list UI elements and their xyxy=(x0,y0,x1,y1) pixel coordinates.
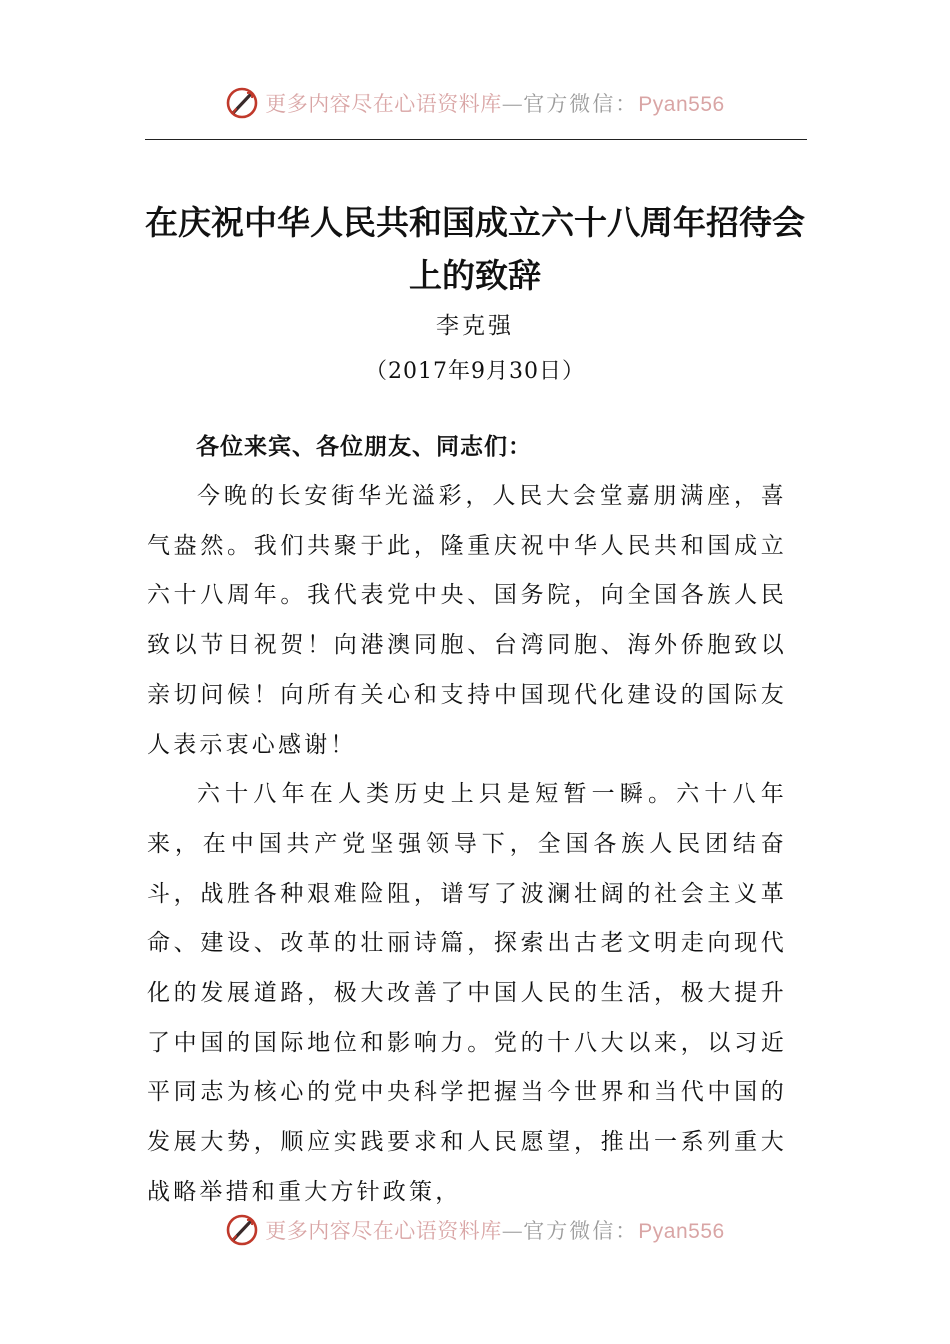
banner-main-text: 更多内容尽在心语资料库 xyxy=(265,1219,502,1243)
paragraph-2: 六十八年在人类历史上只是短暂一瞬。六十八年来，在中国共产党坚强领导下，全国各族人民团结奋斗，战胜各种艰难险阻，谱写了波澜壮阔的社会主义革命、建设、改革的壮丽诗篇，探索出古老文明走向现代化的发展道路，极大改善了中国人民的生活，极大提升了中国的国际地位和影响力。党的十八大以来，以习近平同志为核心的党中央科学把握当今世界和当代中国的发展大势，顺应实践要求和人民愿望，推出一系列重大战略举措和重大方针政策， xyxy=(147,781,787,1205)
body-text xyxy=(147,472,787,1218)
document-author: 李克强 xyxy=(436,313,514,339)
header-divider xyxy=(145,139,807,140)
banner-main-text: 更多内容尽在心语资料库 xyxy=(265,92,502,116)
banner-wechat-id: Pyan556 xyxy=(638,93,725,116)
document-title: 在庆祝中华人民共和国成立六十八周年招待会上的致辞 xyxy=(145,203,805,295)
banner-official-label: 官方微信： xyxy=(523,92,639,116)
pen-logo-icon xyxy=(225,86,259,120)
pen-logo-icon xyxy=(225,1213,259,1247)
banner-text xyxy=(265,88,724,118)
banner-separator: — xyxy=(501,92,524,116)
banner-text xyxy=(265,1215,724,1245)
salutation: 各位来宾、各位朋友、同志们： xyxy=(196,434,532,460)
header-banner xyxy=(0,83,950,123)
banner-wechat-id: Pyan556 xyxy=(638,1220,725,1243)
banner-separator: — xyxy=(501,1219,524,1243)
paragraph-1: 今晚的长安街华光溢彩，人民大会堂嘉朋满座，喜气盎然。我们共聚于此，隆重庆祝中华人民共和国成立六十八周年。我代表党中央、国务院，向全国各族人民致以节日祝贺！向港澳同胞、台湾同胞、海外侨胞致以亲切问候！向所有关心和支持中国现代化建设的国际友人表示衷心感谢！ xyxy=(147,483,787,758)
document-date: （2017年9月30日） xyxy=(365,359,585,384)
footer-banner xyxy=(0,1210,950,1250)
banner-official-label: 官方微信： xyxy=(523,1219,639,1243)
